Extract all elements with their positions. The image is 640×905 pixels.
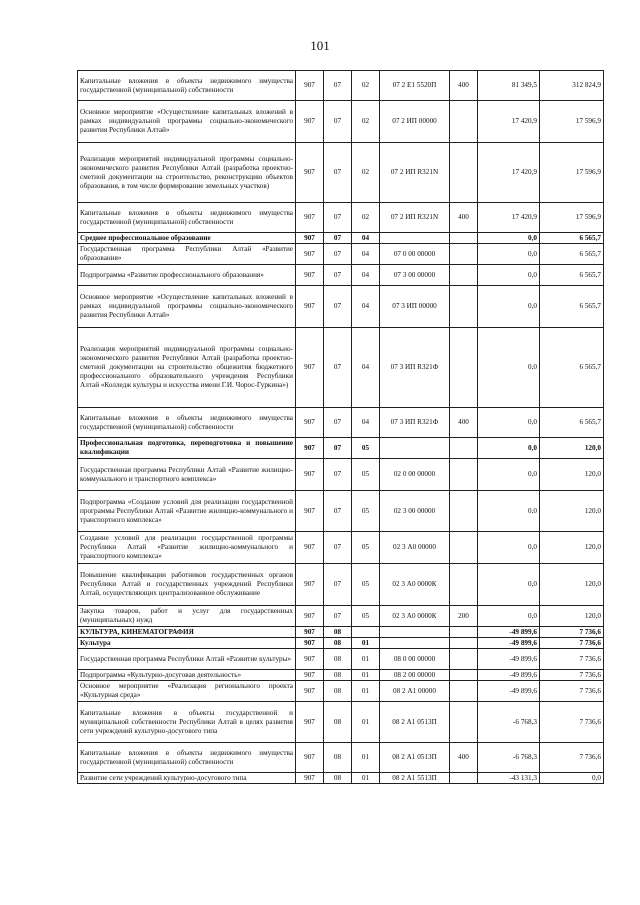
cell-csr bbox=[380, 627, 450, 638]
cell-csr: 08 0 00 00000 bbox=[380, 649, 450, 670]
cell-vr bbox=[450, 286, 478, 328]
cell-sum-1: -6 768,3 bbox=[478, 743, 540, 773]
cell-sum-2: 7 736,6 bbox=[540, 743, 604, 773]
cell-rz: 08 bbox=[324, 649, 352, 670]
cell-sum-2: 7 736,6 bbox=[540, 681, 604, 702]
cell-rz: 07 bbox=[324, 265, 352, 286]
cell-gr: 907 bbox=[296, 638, 324, 649]
row-description: Подпрограмма «Создание условий для реализации государственной программы Республики Алтай «Развитие жилищно-коммунального и транспортного комплекса» bbox=[78, 491, 296, 532]
cell-rz: 07 bbox=[324, 233, 352, 244]
cell-sum-2: 7 736,6 bbox=[540, 702, 604, 743]
cell-vr bbox=[450, 438, 478, 459]
cell-csr bbox=[380, 638, 450, 649]
row-description: Профессиональная подготовка, переподготовка и повышение квалификации bbox=[78, 438, 296, 459]
cell-gr: 907 bbox=[296, 649, 324, 670]
cell-vr: 400 bbox=[450, 71, 478, 101]
cell-vr bbox=[450, 233, 478, 244]
cell-rz: 07 bbox=[324, 606, 352, 627]
table-row bbox=[78, 649, 604, 670]
cell-csr bbox=[380, 233, 450, 244]
table-row bbox=[78, 233, 604, 244]
table-row bbox=[78, 670, 604, 681]
cell-csr: 08 2 А1 0513П bbox=[380, 743, 450, 773]
cell-pr: 04 bbox=[352, 244, 380, 265]
cell-gr: 907 bbox=[296, 408, 324, 438]
cell-vr bbox=[450, 638, 478, 649]
cell-rz: 08 bbox=[324, 743, 352, 773]
cell-vr bbox=[450, 265, 478, 286]
table-row bbox=[78, 743, 604, 773]
cell-pr: 01 bbox=[352, 743, 380, 773]
row-description: Основное мероприятие «Реализация регионального проекта «Культурная среда» bbox=[78, 681, 296, 702]
cell-rz: 08 bbox=[324, 627, 352, 638]
table-row bbox=[78, 638, 604, 649]
cell-sum-2: 6 565,7 bbox=[540, 265, 604, 286]
table-row bbox=[78, 491, 604, 532]
cell-pr: 01 bbox=[352, 638, 380, 649]
cell-sum-1: -49 899,6 bbox=[478, 681, 540, 702]
cell-pr bbox=[352, 627, 380, 638]
cell-pr: 04 bbox=[352, 408, 380, 438]
table-row bbox=[78, 438, 604, 459]
cell-csr: 07 2 ИП 00000 bbox=[380, 101, 450, 143]
cell-rz: 07 bbox=[324, 438, 352, 459]
cell-pr: 01 bbox=[352, 649, 380, 670]
cell-csr: 07 2 ИП R321N bbox=[380, 203, 450, 233]
table-row bbox=[78, 773, 604, 784]
cell-vr: 400 bbox=[450, 743, 478, 773]
cell-csr: 07 2 ИП R321N bbox=[380, 143, 450, 203]
row-description: Капитальные вложения в объекты государственной и муниципальной собственности Республики Алтай в целях развития сети учреждений культурно-досугового типа bbox=[78, 702, 296, 743]
table-row bbox=[78, 265, 604, 286]
cell-rz: 08 bbox=[324, 773, 352, 784]
cell-gr: 907 bbox=[296, 286, 324, 328]
cell-pr: 05 bbox=[352, 606, 380, 627]
cell-vr bbox=[450, 681, 478, 702]
cell-vr bbox=[450, 459, 478, 491]
cell-sum-2: 17 596,9 bbox=[540, 143, 604, 203]
row-description: Создание условий для реализации государственной программы Республики Алтай «Развитие жилищно-коммунального и транспортного комплекса» bbox=[78, 532, 296, 564]
cell-sum-2: 120,0 bbox=[540, 491, 604, 532]
cell-vr bbox=[450, 702, 478, 743]
cell-gr: 907 bbox=[296, 606, 324, 627]
cell-gr: 907 bbox=[296, 71, 324, 101]
budget-table bbox=[77, 70, 604, 784]
cell-csr: 07 0 00 00000 bbox=[380, 244, 450, 265]
cell-csr: 02 0 00 00000 bbox=[380, 459, 450, 491]
cell-sum-2: 6 565,7 bbox=[540, 328, 604, 408]
cell-sum-2: 0,0 bbox=[540, 773, 604, 784]
cell-vr: 200 bbox=[450, 606, 478, 627]
cell-sum-2: 7 736,6 bbox=[540, 627, 604, 638]
cell-sum-1: 0,0 bbox=[478, 438, 540, 459]
cell-csr: 07 3 ИП 00000 bbox=[380, 286, 450, 328]
cell-sum-1: -49 899,6 bbox=[478, 638, 540, 649]
table-row bbox=[78, 702, 604, 743]
cell-vr bbox=[450, 328, 478, 408]
cell-gr: 907 bbox=[296, 627, 324, 638]
cell-sum-1: 0,0 bbox=[478, 459, 540, 491]
cell-sum-1: 0,0 bbox=[478, 286, 540, 328]
table-row bbox=[78, 459, 604, 491]
table-row bbox=[78, 244, 604, 265]
cell-csr: 08 2 00 00000 bbox=[380, 670, 450, 681]
cell-csr: 02 3 А0 0000К bbox=[380, 564, 450, 606]
row-description: Развитие сети учреждений культурно-досугового типа bbox=[78, 773, 296, 784]
cell-vr bbox=[450, 649, 478, 670]
cell-sum-1: -43 131,3 bbox=[478, 773, 540, 784]
page-number: 101 bbox=[310, 38, 330, 53]
cell-sum-2: 6 565,7 bbox=[540, 286, 604, 328]
cell-sum-2: 120,0 bbox=[540, 459, 604, 491]
row-description: Реализация мероприятий индивидуальной программы социально-экономического развития Республики Алтай (разработка проектно-сметной документации на строительство общежития бюджетного профессионального образовательного учреждения Республики Алтай «Колледж культуры и искусства имени Г.И. Чорос-Гуркина») bbox=[78, 328, 296, 408]
cell-pr: 04 bbox=[352, 328, 380, 408]
table-row bbox=[78, 71, 604, 101]
cell-csr: 07 2 Е1 5520П bbox=[380, 71, 450, 101]
cell-csr: 02 3 А0 0000К bbox=[380, 606, 450, 627]
cell-vr bbox=[450, 670, 478, 681]
cell-gr: 907 bbox=[296, 438, 324, 459]
cell-pr: 01 bbox=[352, 681, 380, 702]
table-row bbox=[78, 143, 604, 203]
cell-sum-1: 0,0 bbox=[478, 532, 540, 564]
row-description: Капитальные вложения в объекты недвижимого имущества государственной (муниципальной) собственности bbox=[78, 203, 296, 233]
cell-pr: 05 bbox=[352, 491, 380, 532]
row-description: Основное мероприятие «Осуществление капитальных вложений в рамках индивидуальной программы социально-экономического развития Республики Алтай» bbox=[78, 286, 296, 328]
table-row bbox=[78, 408, 604, 438]
cell-sum-2: 120,0 bbox=[540, 564, 604, 606]
cell-sum-1: 0,0 bbox=[478, 244, 540, 265]
table-row bbox=[78, 564, 604, 606]
cell-sum-1: -6 768,3 bbox=[478, 702, 540, 743]
cell-rz: 07 bbox=[324, 328, 352, 408]
cell-pr: 04 bbox=[352, 265, 380, 286]
cell-sum-1: -49 899,6 bbox=[478, 627, 540, 638]
cell-sum-2: 7 736,6 bbox=[540, 638, 604, 649]
row-description: Подпрограмма «Развитие профессионального образования» bbox=[78, 265, 296, 286]
cell-pr: 04 bbox=[352, 286, 380, 328]
row-description: Капитальные вложения в объекты недвижимого имущества государственной (муниципальной) собственности bbox=[78, 71, 296, 101]
cell-gr: 907 bbox=[296, 459, 324, 491]
row-description: КУЛЬТУРА, КИНЕМАТОГРАФИЯ bbox=[78, 627, 296, 638]
cell-sum-1: -49 899,6 bbox=[478, 670, 540, 681]
table-row bbox=[78, 532, 604, 564]
cell-csr: 07 3 00 00000 bbox=[380, 265, 450, 286]
cell-rz: 07 bbox=[324, 203, 352, 233]
cell-pr: 01 bbox=[352, 773, 380, 784]
cell-sum-1: 0,0 bbox=[478, 328, 540, 408]
cell-sum-2: 7 736,6 bbox=[540, 649, 604, 670]
cell-pr: 01 bbox=[352, 702, 380, 743]
row-description: Повышение квалификации работников государственных органов Республики Алтай и государственных учреждений Республики Алтай, осуществляющих централизованное обслуживание bbox=[78, 564, 296, 606]
cell-gr: 907 bbox=[296, 101, 324, 143]
row-description: Основное мероприятие «Осуществление капитальных вложений в рамках индивидуальной программы социально-экономического развития Республики Алтай» bbox=[78, 101, 296, 143]
table-row bbox=[78, 606, 604, 627]
cell-sum-2: 312 824,9 bbox=[540, 71, 604, 101]
table-row bbox=[78, 627, 604, 638]
cell-sum-1: 81 349,5 bbox=[478, 71, 540, 101]
row-description: Закупка товаров, работ и услуг для государственных (муниципальных) нужд bbox=[78, 606, 296, 627]
cell-pr: 02 bbox=[352, 101, 380, 143]
cell-rz: 07 bbox=[324, 491, 352, 532]
cell-pr: 04 bbox=[352, 233, 380, 244]
cell-gr: 907 bbox=[296, 681, 324, 702]
table-row bbox=[78, 328, 604, 408]
cell-sum-2: 120,0 bbox=[540, 606, 604, 627]
cell-vr bbox=[450, 773, 478, 784]
cell-rz: 07 bbox=[324, 408, 352, 438]
cell-gr: 907 bbox=[296, 233, 324, 244]
row-description: Капитальные вложения в объекты недвижимого имущества государственной (муниципальной) собственности bbox=[78, 408, 296, 438]
table-row bbox=[78, 681, 604, 702]
cell-gr: 907 bbox=[296, 143, 324, 203]
row-description: Культура bbox=[78, 638, 296, 649]
cell-gr: 907 bbox=[296, 328, 324, 408]
row-description: Среднее профессиональное образование bbox=[78, 233, 296, 244]
cell-gr: 907 bbox=[296, 773, 324, 784]
cell-gr: 907 bbox=[296, 244, 324, 265]
cell-pr: 01 bbox=[352, 670, 380, 681]
cell-sum-2: 7 736,6 bbox=[540, 670, 604, 681]
cell-sum-1: 0,0 bbox=[478, 233, 540, 244]
cell-pr: 05 bbox=[352, 532, 380, 564]
row-description: Государственная программа Республики Алтай «Развитие жилищно-коммунального и транспортного комплекса» bbox=[78, 459, 296, 491]
cell-vr bbox=[450, 532, 478, 564]
cell-pr: 02 bbox=[352, 71, 380, 101]
cell-vr bbox=[450, 143, 478, 203]
cell-rz: 07 bbox=[324, 286, 352, 328]
cell-rz: 07 bbox=[324, 459, 352, 491]
cell-pr: 05 bbox=[352, 438, 380, 459]
row-description: Капитальные вложения в объекты недвижимого имущества государственной (муниципальной) собственности bbox=[78, 743, 296, 773]
cell-rz: 08 bbox=[324, 702, 352, 743]
cell-sum-2: 17 596,9 bbox=[540, 101, 604, 143]
cell-vr bbox=[450, 491, 478, 532]
cell-gr: 907 bbox=[296, 532, 324, 564]
cell-sum-1: 0,0 bbox=[478, 491, 540, 532]
cell-csr: 02 3 А0 00000 bbox=[380, 532, 450, 564]
cell-rz: 07 bbox=[324, 244, 352, 265]
cell-rz: 07 bbox=[324, 71, 352, 101]
cell-vr bbox=[450, 101, 478, 143]
cell-csr: 07 3 ИП R321Ф bbox=[380, 408, 450, 438]
cell-vr: 400 bbox=[450, 203, 478, 233]
table-row bbox=[78, 286, 604, 328]
cell-gr: 907 bbox=[296, 203, 324, 233]
cell-gr: 907 bbox=[296, 265, 324, 286]
cell-sum-2: 120,0 bbox=[540, 532, 604, 564]
row-description: Государственная программа Республики Алтай «Развитие образования» bbox=[78, 244, 296, 265]
cell-csr: 08 2 А1 5513П bbox=[380, 773, 450, 784]
cell-csr: 02 3 00 00000 bbox=[380, 491, 450, 532]
row-description: Государственная программа Республики Алтай «Развитие культуры» bbox=[78, 649, 296, 670]
cell-sum-2: 6 565,7 bbox=[540, 233, 604, 244]
cell-csr: 08 2 А1 00000 bbox=[380, 681, 450, 702]
cell-sum-2: 17 596,9 bbox=[540, 203, 604, 233]
table-row bbox=[78, 203, 604, 233]
cell-pr: 02 bbox=[352, 143, 380, 203]
row-description: Реализация мероприятий индивидуальной программы социально-экономического развития Республики Алтай (разработка проектно-сметной документации на строительство, реконструкцию объектов образования, в том числе формирование земельных участков) bbox=[78, 143, 296, 203]
cell-rz: 08 bbox=[324, 670, 352, 681]
row-description: Подпрограмма «Культурно-досуговая деятельность» bbox=[78, 670, 296, 681]
cell-sum-1: -49 899,6 bbox=[478, 649, 540, 670]
cell-rz: 07 bbox=[324, 143, 352, 203]
cell-vr: 400 bbox=[450, 408, 478, 438]
cell-pr: 02 bbox=[352, 203, 380, 233]
table-row bbox=[78, 101, 604, 143]
cell-sum-1: 17 420,9 bbox=[478, 203, 540, 233]
cell-rz: 08 bbox=[324, 638, 352, 649]
cell-sum-1: 0,0 bbox=[478, 606, 540, 627]
cell-gr: 907 bbox=[296, 702, 324, 743]
cell-gr: 907 bbox=[296, 670, 324, 681]
cell-sum-1: 17 420,9 bbox=[478, 101, 540, 143]
cell-sum-1: 0,0 bbox=[478, 408, 540, 438]
cell-rz: 07 bbox=[324, 564, 352, 606]
cell-sum-2: 6 565,7 bbox=[540, 408, 604, 438]
cell-pr: 05 bbox=[352, 459, 380, 491]
cell-pr: 05 bbox=[352, 564, 380, 606]
cell-sum-2: 120,0 bbox=[540, 438, 604, 459]
cell-sum-1: 17 420,9 bbox=[478, 143, 540, 203]
cell-sum-1: 0,0 bbox=[478, 564, 540, 606]
cell-vr bbox=[450, 564, 478, 606]
cell-gr: 907 bbox=[296, 564, 324, 606]
cell-vr bbox=[450, 244, 478, 265]
cell-csr: 07 3 ИП R321Ф bbox=[380, 328, 450, 408]
cell-sum-1: 0,0 bbox=[478, 265, 540, 286]
cell-rz: 07 bbox=[324, 532, 352, 564]
cell-sum-2: 6 565,7 bbox=[540, 244, 604, 265]
cell-gr: 907 bbox=[296, 491, 324, 532]
cell-csr bbox=[380, 438, 450, 459]
cell-csr: 08 2 А1 0513П bbox=[380, 702, 450, 743]
cell-rz: 08 bbox=[324, 681, 352, 702]
cell-rz: 07 bbox=[324, 101, 352, 143]
cell-vr bbox=[450, 627, 478, 638]
cell-gr: 907 bbox=[296, 743, 324, 773]
